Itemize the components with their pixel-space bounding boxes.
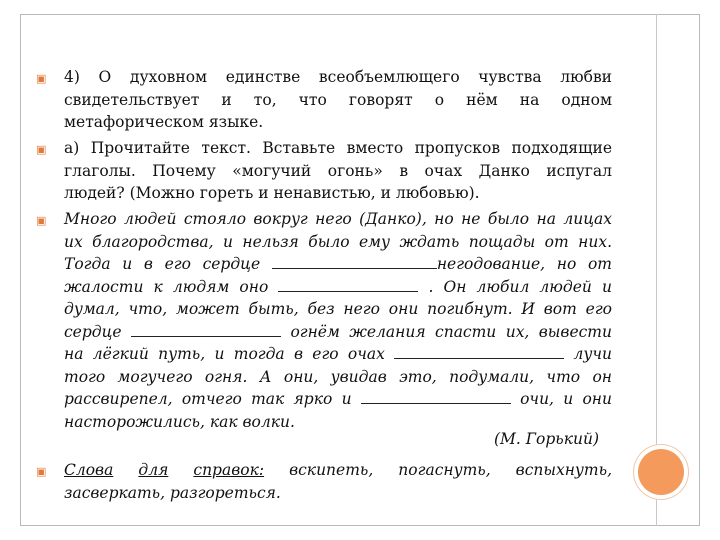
excerpt-line: того могучего огня. А они, увидав это, подумали, что он [64, 367, 612, 386]
excerpt-fragment: сердце [64, 322, 122, 341]
excerpt-line [64, 321, 612, 344]
excerpt-fragment: лучи [573, 345, 612, 363]
word-bank-words: вскипеть, погаснуть, вспыхнуть, [289, 461, 612, 479]
excerpt-line [64, 343, 612, 366]
excerpt-line: насторожились, как волки. [64, 412, 295, 431]
bullet-icon: ▣ [36, 465, 47, 478]
excerpt-line: Много людей стояло вокруг него (Данко), но не было на лицах [64, 210, 612, 228]
bullet-icon: ▣ [36, 143, 47, 156]
paragraph-2 [64, 137, 612, 205]
word-bank-label: для [138, 461, 169, 479]
bullet-icon: ▣ [36, 214, 47, 227]
excerpt-line: думал, что, может быть, без него они погибнут. И вот его [64, 300, 612, 318]
fill-in-blank-4[interactable] [394, 344, 564, 359]
excerpt-line [64, 253, 612, 276]
word-bank-label: Слова [64, 461, 114, 479]
fill-in-blank-2[interactable] [278, 277, 418, 292]
excerpt-fragment: на лёгкий путь, и тогда в его очах [64, 345, 385, 363]
author-attribution: (М. Горький) [494, 430, 599, 448]
paragraph-2-line: а) Прочитайте текст. Вставьте вместо пропусков подходящие [64, 139, 612, 157]
excerpt-line [64, 388, 612, 411]
fill-in-blank-1[interactable] [272, 254, 437, 269]
word-bank-line [64, 459, 612, 482]
excerpt-fragment: Тогда и в его сердце [64, 255, 261, 273]
excerpt-fragment: . Он любил людей и [428, 277, 612, 296]
excerpt-line [64, 276, 612, 299]
fill-in-blank-3[interactable] [131, 322, 281, 337]
word-bank-label: справок: [193, 461, 265, 479]
word-bank-line: засверкать, разгореться. [64, 483, 281, 502]
excerpt-fragment: огнём желания спасти их, вывести [290, 322, 612, 341]
paragraph-1 [64, 66, 612, 134]
fill-in-blank-5[interactable] [361, 389, 511, 404]
paragraph-1-line: 4) О духовном единстве всеобъемлющего чувства любви [64, 68, 612, 86]
excerpt-fragment: рассвирепел, отчего так ярко и [64, 390, 352, 408]
paragraph-1-line: метафорическом языке. [64, 113, 264, 131]
word-bank [64, 459, 612, 504]
excerpt-fragment: жалости к людям оно [64, 277, 269, 296]
bullet-icon: ▣ [36, 72, 47, 85]
paragraph-1-line: свидетельствует и то, что говорят о нём на одном [64, 90, 612, 109]
decorative-circle [638, 449, 684, 495]
excerpt-fragment: негодование, но от [436, 255, 612, 273]
gorky-excerpt [64, 208, 612, 433]
paragraph-2-line: глаголы. Почему «могучий огонь» в очах Данко испугал [64, 161, 612, 180]
excerpt-fragment: очи, и они [520, 390, 612, 408]
excerpt-line: их благородства, и нельзя было ему ждать пощады от них. [64, 232, 612, 251]
paragraph-2-line: людей? (Можно гореть и ненавистью, и любовью). [64, 184, 480, 202]
